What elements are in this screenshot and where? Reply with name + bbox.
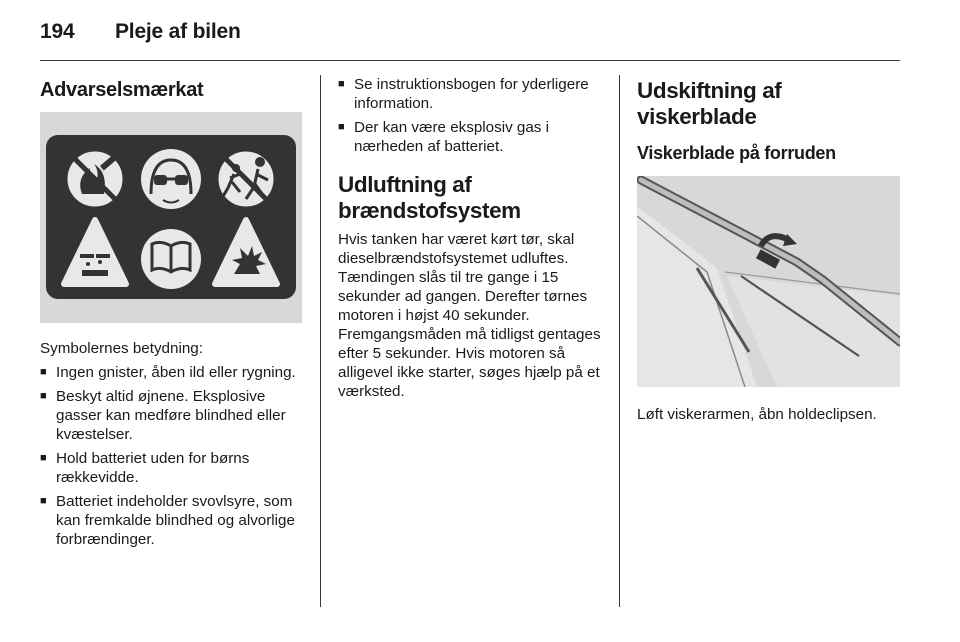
header-rule bbox=[40, 60, 900, 61]
wiper-illustration bbox=[637, 176, 900, 387]
explosion-warning-icon bbox=[215, 220, 277, 284]
section-heading-fuel-bleeding: Udluftning af brændstofsystem bbox=[338, 172, 521, 223]
right-column bbox=[637, 68, 902, 424]
list-item: ■ Beskyt altid øjnene. Eksplosive gasser kan medføre blindhed eller kvæstelser. bbox=[40, 387, 305, 444]
symbol-meaning-list bbox=[40, 363, 305, 549]
battery-notes-list bbox=[338, 75, 606, 156]
eye-protection-icon bbox=[141, 149, 201, 209]
column-divider-2 bbox=[619, 75, 620, 607]
read-manual-icon bbox=[141, 229, 201, 289]
list-item: ■ Se instruktionsbogen for yderligere information. bbox=[338, 75, 606, 113]
left-column bbox=[40, 68, 305, 549]
warning-symbols bbox=[40, 112, 302, 323]
no-children-icon bbox=[216, 149, 276, 209]
list-item: ■ Batteriet indeholder svovlsyre, som kan fremkalde blindhed og alvorlige forbrændinger. bbox=[40, 492, 305, 549]
list-item: ■ Ingen gnister, åben ild eller rygning. bbox=[40, 363, 305, 382]
no-fire-icon bbox=[65, 149, 125, 209]
wiper-caption: Løft viskerarmen, åbn holdeclipsen. bbox=[637, 406, 877, 423]
symbols-intro: Symbolernes betydning: bbox=[40, 340, 203, 357]
column-divider-1 bbox=[320, 75, 321, 607]
wiper-blade-figure bbox=[637, 176, 900, 387]
page-title: Pleje af bilen bbox=[115, 20, 241, 43]
section-heading-wiper-blades: Udskiftning af viskerblade bbox=[637, 78, 782, 129]
acid-warning-icon bbox=[64, 220, 126, 284]
middle-column bbox=[338, 75, 606, 401]
subheading-windscreen-wipers: Viskerblade på forruden bbox=[637, 143, 836, 163]
section-heading-warning-label: Advarselsmærkat bbox=[40, 79, 204, 101]
fuel-bleeding-paragraph: Hvis tanken har været kørt tør, skal dieselbrændstofsystemet udluftes. Tændingen slås til tre gange i 15 sekunder ad gangen. Derefter tørnes motoren i højst 40 sekunder. Fremgangsmåden må tidligst gentages efter 5 sekunder. Hvis motoren så alligevel ikke starter, søges hjælp på et værksted. bbox=[338, 231, 601, 400]
page-number: 194 bbox=[40, 20, 75, 43]
warning-label-figure bbox=[40, 112, 302, 323]
list-item: ■ Hold batteriet uden for børns rækkevidde. bbox=[40, 449, 305, 487]
list-item: ■ Der kan være eksplosiv gas i nærheden af batteriet. bbox=[338, 118, 606, 156]
page-header bbox=[40, 20, 241, 44]
